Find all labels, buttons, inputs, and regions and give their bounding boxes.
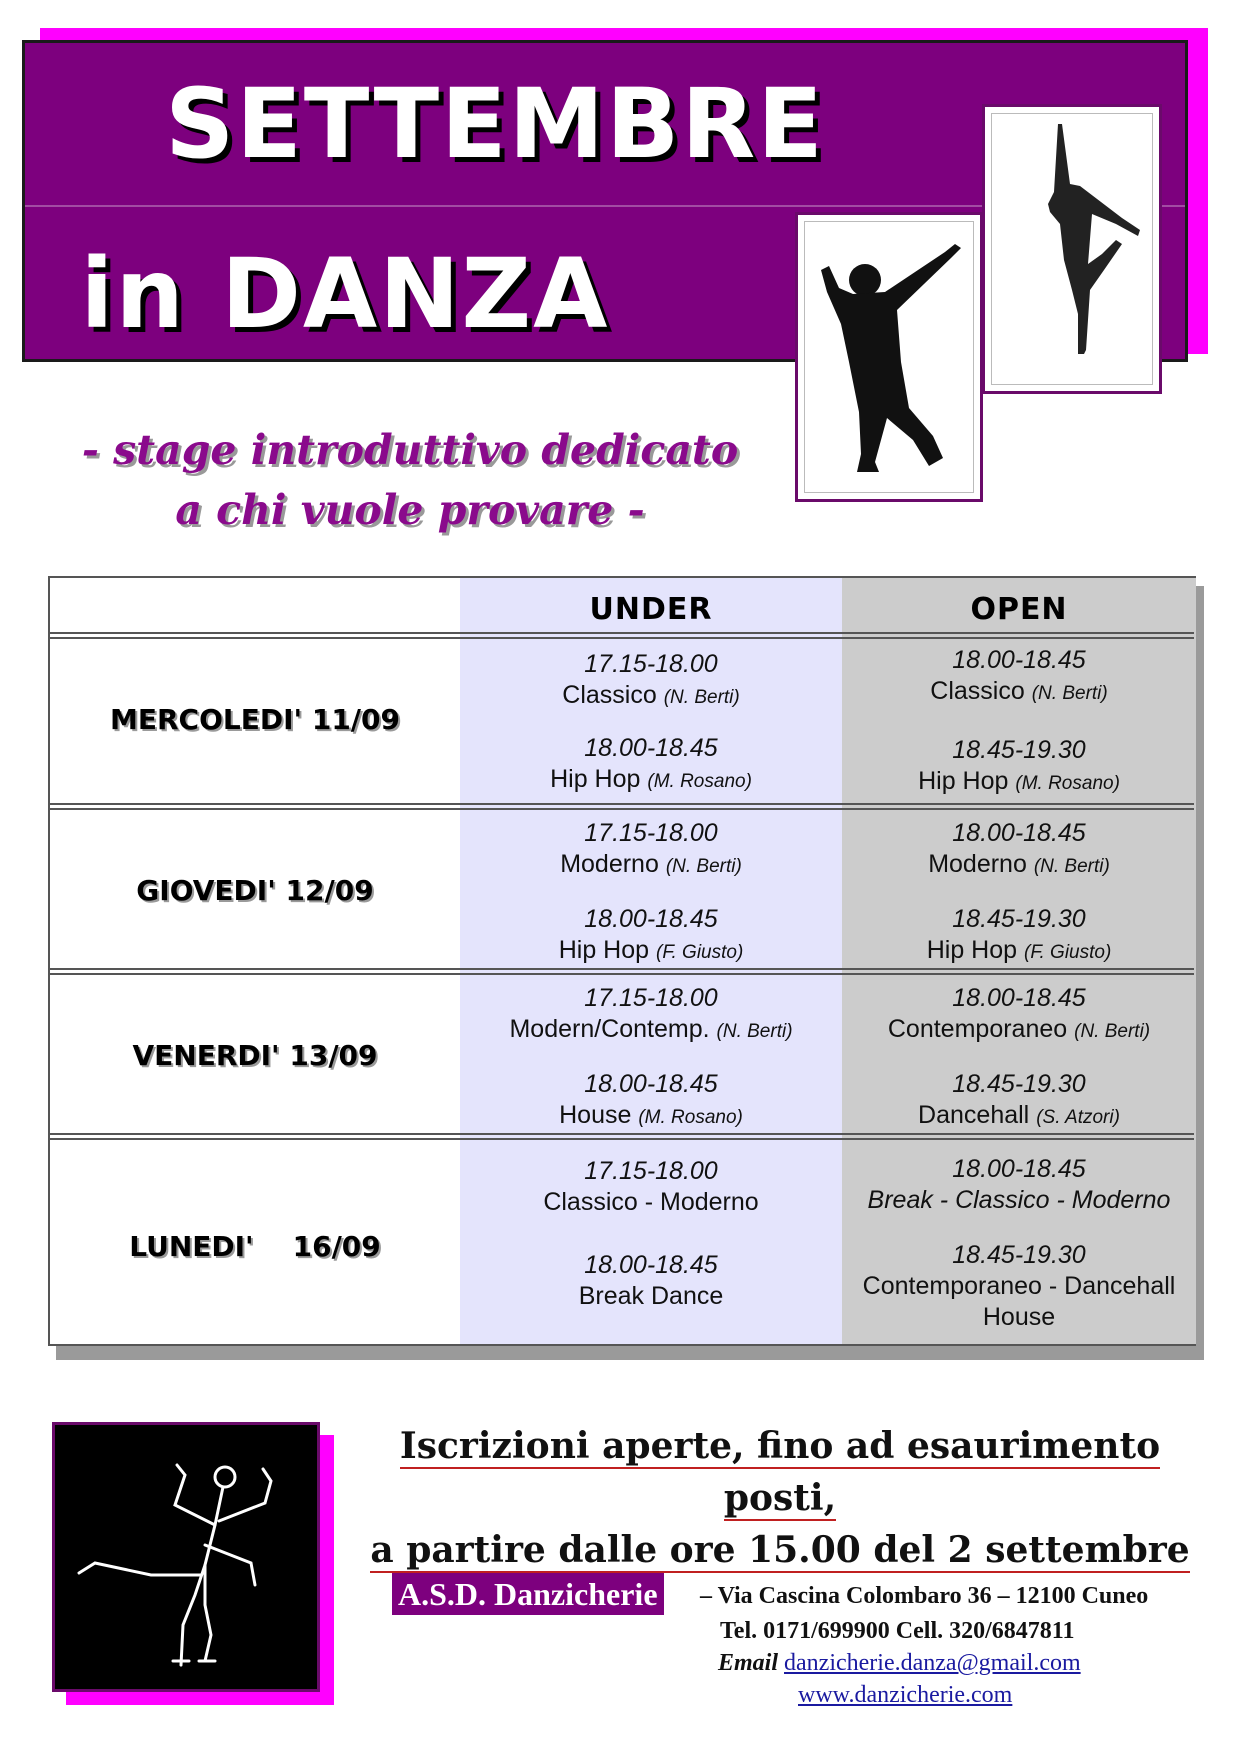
slot-teacher: (F. Giusto) — [656, 942, 744, 963]
row-separator — [50, 632, 1194, 639]
ballet-dancer-photo — [982, 104, 1162, 394]
subtitle-line-1: - stage introduttivo dedicato — [81, 426, 739, 474]
under-slot — [460, 1156, 842, 1218]
slot-class: Classico - Moderno — [543, 1188, 759, 1216]
slot-time: 17.15-18.00 — [584, 984, 718, 1012]
table-row — [50, 810, 1194, 968]
slot-time: 18.00-18.45 — [584, 1251, 718, 1279]
table-row — [50, 975, 1194, 1133]
slot-time: 17.15-18.00 — [584, 1157, 718, 1185]
schedule-table — [48, 576, 1196, 1346]
signup-notice — [340, 1420, 1220, 1576]
slot-teacher: (M. Rosano) — [647, 771, 752, 792]
day-label: MERCOLEDI' 11/09 — [109, 703, 400, 736]
slot-time: 18.00-18.45 — [952, 646, 1086, 674]
sketch-dancer-icon — [55, 1425, 317, 1689]
open-slot — [842, 1069, 1196, 1133]
slot-time: 17.15-18.00 — [584, 650, 718, 678]
slot-time: 18.00-18.45 — [952, 984, 1086, 1012]
slot-class: Classico — [930, 677, 1025, 705]
slot-time: 18.45-19.30 — [952, 736, 1086, 764]
slot-class: Modern/Contemp. — [509, 1015, 710, 1043]
slot-class: Break Dance — [578, 1282, 724, 1310]
hiphop-dancer-silhouette-icon — [805, 222, 979, 498]
open-slot — [842, 1240, 1196, 1333]
slot-teacher: (M. Rosano) — [1015, 773, 1120, 794]
open-slot — [842, 1154, 1196, 1216]
title-line-2: in DANZA — [80, 238, 610, 350]
under-slot — [460, 818, 842, 882]
slot-teacher: (N. Berti) — [665, 856, 742, 877]
slot-time: 17.15-18.00 — [584, 819, 718, 847]
header-open: OPEN — [970, 592, 1068, 627]
open-slot — [842, 735, 1196, 799]
slot-class: Contemporaneo — [887, 1015, 1068, 1043]
slot-time: 18.00-18.45 — [584, 905, 718, 933]
open-slot — [842, 904, 1196, 968]
org-phones: Tel. 0171/699900 Cell. 320/6847811 — [720, 1618, 1075, 1644]
slot-time: 18.45-19.30 — [952, 905, 1086, 933]
row-separator — [50, 1133, 1194, 1140]
table-row — [50, 639, 1194, 803]
open-slot — [842, 983, 1196, 1047]
slot-teacher: (N. Berti) — [1033, 856, 1110, 877]
slot-time: 18.00-18.45 — [584, 734, 718, 762]
subtitle-line-2: a chi vuole provare - — [175, 486, 645, 534]
signup-line-1: Iscrizioni aperte, fino ad esaurimento posti, — [399, 1425, 1161, 1519]
slot-class: Classico — [562, 681, 657, 709]
under-slot — [460, 983, 842, 1047]
slot-teacher: (N. Berti) — [1031, 683, 1108, 704]
slot-time: 18.00-18.45 — [952, 1155, 1086, 1183]
hiphop-dancer-photo — [795, 212, 983, 502]
website-link[interactable]: www.danzicherie.com — [798, 1682, 1013, 1708]
open-slot — [842, 645, 1196, 709]
website-link-row — [798, 1682, 1012, 1709]
day-label: VENERDI' 13/09 — [132, 1039, 378, 1072]
org-address: – Via Cascina Colombaro 36 – 12100 Cuneo — [700, 1583, 1149, 1609]
org-name: A.S.D. Danzicherie — [392, 1573, 664, 1615]
day-label: LUNEDI' 16/09 — [129, 1230, 381, 1263]
header-under: UNDER — [589, 592, 713, 627]
under-slot — [460, 733, 842, 797]
danzicherie-logo — [52, 1422, 320, 1692]
under-slot — [460, 1250, 842, 1312]
slot-time: 18.45-19.30 — [952, 1070, 1086, 1098]
slot-time: 18.45-19.30 — [952, 1241, 1086, 1269]
slot-teacher: (F. Giusto) — [1024, 942, 1112, 963]
email-label: Email — [718, 1650, 779, 1676]
slot-class: Hip Hop — [926, 936, 1018, 964]
slot-teacher: (M. Rosano) — [638, 1107, 743, 1128]
title-line-1: SETTEMBRE — [165, 68, 825, 180]
slot-class: House — [559, 1101, 632, 1129]
slot-class: Moderno — [560, 850, 659, 878]
slot-teacher: (N. Berti) — [663, 687, 740, 708]
row-separator — [50, 968, 1194, 975]
email-link[interactable]: danzicherie.danza@gmail.com — [784, 1650, 1081, 1676]
slot-class: Break - Classico - Moderno — [867, 1186, 1171, 1214]
slot-class: Hip Hop — [558, 936, 650, 964]
slot-class: Hip Hop — [550, 765, 641, 793]
slot-class: Dancehall — [918, 1101, 1030, 1129]
signup-line-2: a partire dalle ore 15.00 del 2 settembre — [370, 1529, 1190, 1571]
subtitle — [60, 420, 760, 540]
slot-teacher: (N. Berti) — [1074, 1021, 1151, 1042]
email-row — [718, 1650, 1081, 1677]
open-slot — [842, 818, 1196, 882]
slot-class: House — [982, 1303, 1056, 1331]
slot-class: Moderno — [928, 850, 1027, 878]
under-slot — [460, 649, 842, 713]
row-separator — [50, 803, 1194, 810]
under-slot — [460, 1069, 842, 1133]
under-slot — [460, 904, 842, 968]
slot-class: Hip Hop — [918, 767, 1009, 795]
ballet-dancer-silhouette-icon — [992, 114, 1158, 390]
slot-teacher: (N. Berti) — [716, 1021, 793, 1042]
slot-time: 18.00-18.45 — [952, 819, 1086, 847]
table-row — [50, 1140, 1194, 1344]
slot-class: Contemporaneo - Dancehall — [862, 1272, 1176, 1300]
slot-teacher: (S. Atzori) — [1036, 1107, 1120, 1128]
day-label: GIOVEDI' 12/09 — [136, 874, 374, 907]
slot-time: 18.00-18.45 — [584, 1070, 718, 1098]
